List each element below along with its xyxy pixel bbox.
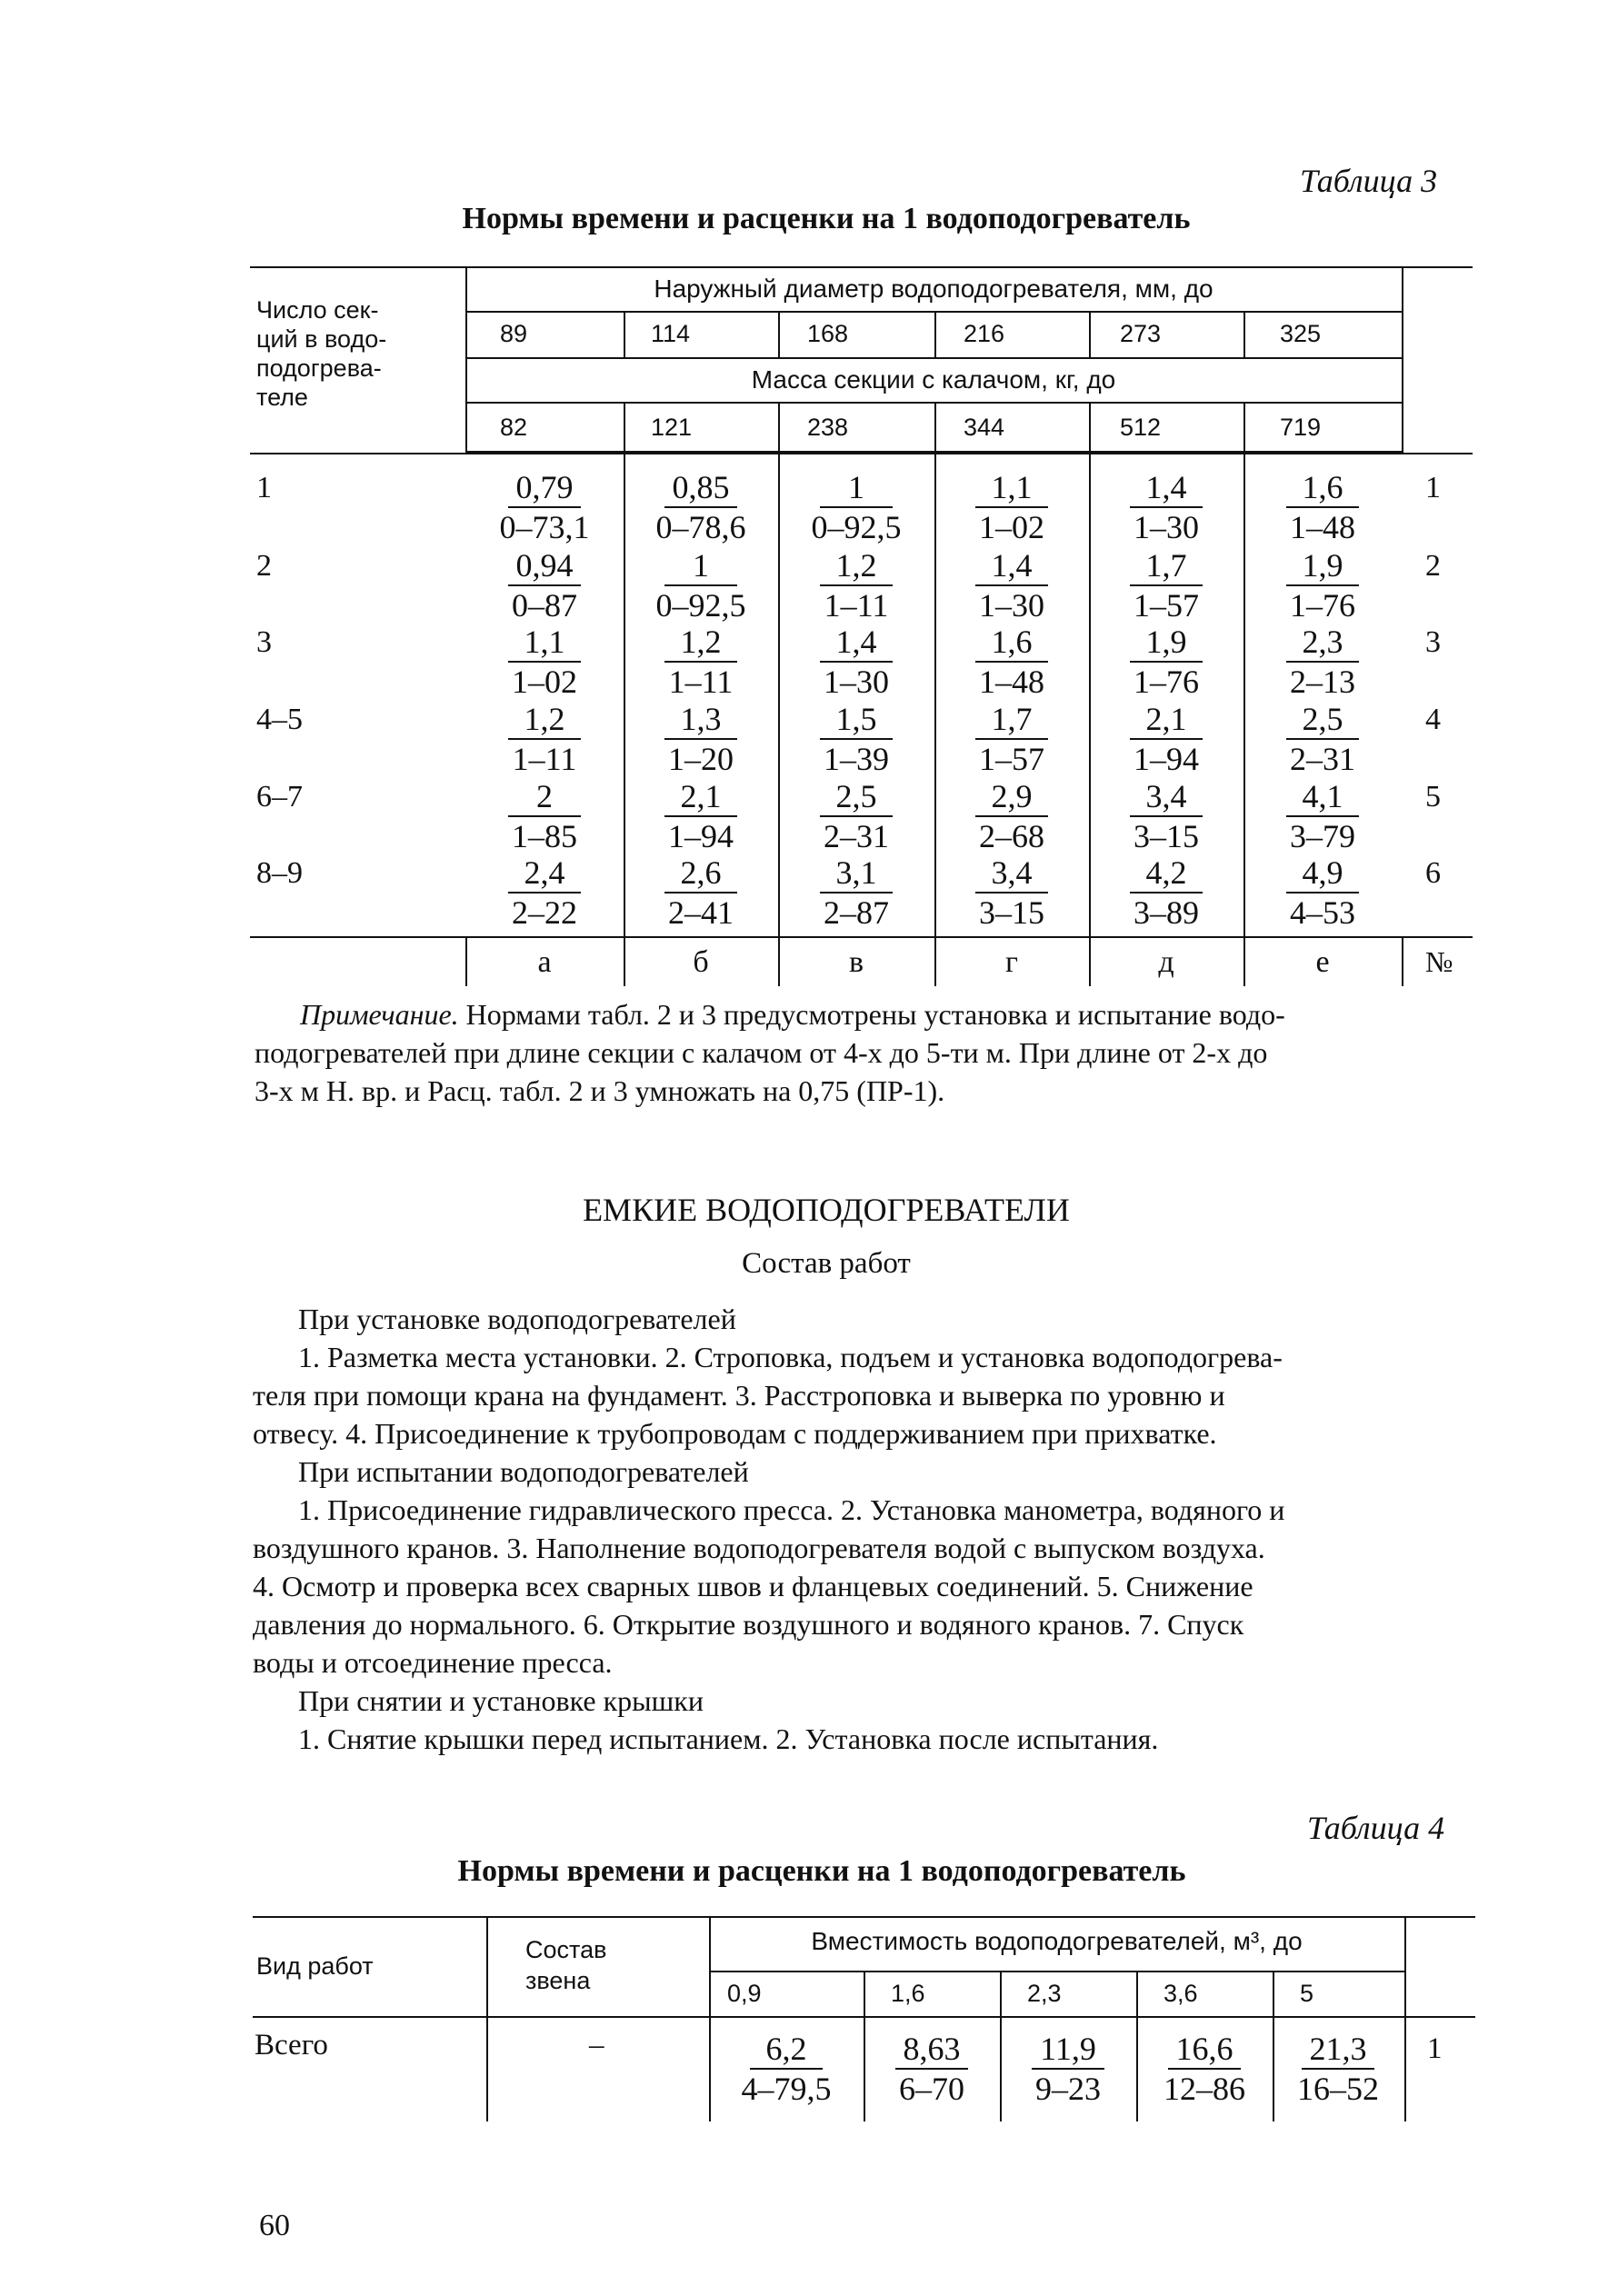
- section-line: воды и отсоединение пресса.: [253, 1646, 613, 1679]
- rate-cell: [939, 780, 1084, 853]
- row-label: 2: [256, 549, 272, 583]
- diam-cell: 168: [807, 320, 849, 347]
- price: 1–85: [512, 818, 577, 854]
- price: 0–92,5: [811, 509, 902, 545]
- table4-row-label: Всего: [255, 2029, 328, 2061]
- price: 1–94: [668, 818, 734, 854]
- diam-cell: 216: [964, 320, 1005, 347]
- norm-time: 2,9: [975, 780, 1048, 817]
- row-label: 4–5: [256, 703, 303, 736]
- mass-cell: 344: [964, 414, 1005, 441]
- norm-time: 21,3: [1302, 2032, 1374, 2070]
- section-line: 1. Присоединение гидравлического пресса. 2. Установка манометра, водяного и: [298, 1493, 1285, 1526]
- rate-cell: [718, 2032, 854, 2105]
- rate-cell: [472, 856, 617, 929]
- norm-time: 6,2: [750, 2032, 823, 2070]
- col-letter: д: [1158, 945, 1174, 979]
- norm-time: 1,7: [975, 703, 1048, 740]
- norm-time: 1: [664, 549, 737, 586]
- rate-cell: [1250, 625, 1395, 698]
- norm-time: 1,3: [664, 703, 737, 740]
- price: 1–11: [668, 664, 734, 700]
- norm-time: 8,63: [895, 2032, 968, 2070]
- cap-cell: 3,6: [1164, 1980, 1198, 2007]
- norm-time: 2,1: [1130, 703, 1203, 740]
- rate-cell: [1250, 703, 1395, 775]
- row-number: 2: [1425, 549, 1441, 583]
- rate-cell: [628, 625, 774, 698]
- price: 3–15: [979, 894, 1044, 931]
- section-line: давления до нормального. 6. Открытие воздушного и водяного кранов. 7. Спуск: [253, 1608, 1244, 1641]
- price: 1–30: [824, 664, 889, 700]
- price: 3–15: [1134, 818, 1199, 854]
- rate-cell: [1094, 780, 1239, 853]
- rate-cell: [1094, 703, 1239, 775]
- norm-time: 2: [508, 780, 581, 817]
- section-line: 1. Разметка места установки. 2. Строповка, подъем и установка водоподогрева-: [298, 1341, 1283, 1373]
- rate-cell: [1136, 2032, 1273, 2105]
- norm-time: 0,79: [508, 471, 581, 508]
- norm-time: 1,1: [975, 471, 1048, 508]
- section-line: При испытании водоподогревателей: [298, 1455, 749, 1488]
- price: 1–57: [1134, 587, 1199, 624]
- rate-cell: [1250, 471, 1395, 544]
- price: 1–30: [979, 587, 1044, 624]
- rate-cell: [939, 703, 1084, 775]
- norm-time: 2,4: [508, 856, 581, 893]
- price: 3–89: [1134, 894, 1199, 931]
- rate-cell: [1000, 2032, 1136, 2105]
- diam-cell: 273: [1120, 320, 1162, 347]
- rate-cell: [1250, 856, 1395, 929]
- row-number: 6: [1425, 856, 1441, 890]
- rate-cell: [628, 780, 774, 853]
- mass-cell: 238: [807, 414, 849, 441]
- norm-time: 2,1: [664, 780, 737, 817]
- note-line: Нормами табл. 2 и 3 предусмотрены установка и испытание водо-: [458, 998, 1285, 1031]
- rate-cell: [1094, 625, 1239, 698]
- price: 1–02: [979, 509, 1044, 545]
- section-line: 4. Осмотр и проверка всех сварных швов и фланцевых соединений. 5. Снижение: [253, 1570, 1253, 1602]
- cap-cell: 2,3: [1027, 1980, 1062, 2007]
- mass-cell: 82: [500, 414, 528, 441]
- rate-cell: [472, 703, 617, 775]
- section-line: отвесу. 4. Присоединение к трубопроводам с поддерживанием при прихватке.: [253, 1417, 1217, 1450]
- num-symbol: №: [1425, 945, 1453, 978]
- rate-cell: [628, 471, 774, 544]
- note-line: подогревателей при длине секции с калачом от 4-х до 5-ти м. При длине от 2-х до: [255, 1036, 1268, 1069]
- norm-time: 1,7: [1130, 549, 1203, 586]
- diam-cell: 325: [1280, 320, 1322, 347]
- rate-cell: [939, 625, 1084, 698]
- norm-time: 1,2: [664, 625, 737, 663]
- norm-time: 1,4: [820, 625, 893, 663]
- norm-time: 4,2: [1130, 856, 1203, 893]
- norm-time: 3,1: [820, 856, 893, 893]
- section-line: 1. Снятие крышки перед испытанием. 2. Установка после испытания.: [298, 1722, 1159, 1755]
- price: 2–13: [1290, 664, 1355, 700]
- diam-cell: 114: [651, 320, 691, 347]
- mass-cell: 719: [1280, 414, 1322, 441]
- section-subtitle: Состав работ: [742, 1247, 911, 1280]
- price: 1–48: [1290, 509, 1355, 545]
- price: 1–76: [1134, 664, 1199, 700]
- price: 1–76: [1290, 587, 1355, 624]
- price: 4–53: [1290, 894, 1355, 931]
- norm-time: 0,94: [508, 549, 581, 586]
- row-number: 3: [1425, 625, 1441, 659]
- norm-time: 1,1: [508, 625, 581, 663]
- table4-col2-head: Состав звена: [525, 1936, 607, 1994]
- rate-cell: [784, 471, 929, 544]
- norm-time: 1,4: [1130, 471, 1203, 508]
- rate-cell: [628, 549, 774, 622]
- table3-title: Нормы времени и расценки на 1 водоподогреватель: [462, 202, 1191, 235]
- rate-cell: [472, 471, 617, 544]
- row-label: 8–9: [256, 856, 303, 890]
- price: 1–57: [979, 741, 1044, 777]
- table4-row-crew: –: [589, 2029, 604, 2061]
- rate-cell: [784, 856, 929, 929]
- price: 2–41: [668, 894, 734, 931]
- rate-cell: [472, 625, 617, 698]
- price: 4–79,5: [741, 2071, 832, 2107]
- rate-cell: [1250, 780, 1395, 853]
- norm-time: 1,5: [820, 703, 893, 740]
- section-line: При снятии и установке крышки: [298, 1684, 704, 1717]
- norm-time: 1,9: [1286, 549, 1359, 586]
- table4-col1-head: Вид работ: [256, 1952, 374, 1980]
- note-label: Примечание.: [300, 998, 459, 1031]
- section-line: При установке водоподогревателей: [298, 1303, 736, 1335]
- norm-time: 1,6: [1286, 471, 1359, 508]
- price: 1–20: [668, 741, 734, 777]
- price: 6–70: [899, 2071, 964, 2107]
- col-letter: в: [848, 945, 864, 979]
- rate-cell: [1250, 549, 1395, 622]
- price: 2–87: [824, 894, 889, 931]
- col-letter: е: [1315, 945, 1330, 979]
- norm-time: 1,2: [820, 549, 893, 586]
- rate-cell: [1094, 549, 1239, 622]
- price: 1–30: [1134, 509, 1199, 545]
- note-line: 3-х м Н. вр. и Расц. табл. 2 и 3 умножать на 0,75 (ПР-1).: [255, 1074, 945, 1107]
- table3-mass-head: Масса секции с калачом, кг, до: [751, 365, 1116, 394]
- price: 2–31: [824, 818, 889, 854]
- price: 1–48: [979, 664, 1044, 700]
- price: 0–92,5: [655, 587, 746, 624]
- price: 0–87: [512, 587, 577, 624]
- price: 2–68: [979, 818, 1044, 854]
- rate-cell: [472, 549, 617, 622]
- rate-cell: [939, 856, 1084, 929]
- rate-cell: [1270, 2032, 1406, 2105]
- cap-cell: 5: [1300, 1980, 1314, 2007]
- price: 0–73,1: [499, 509, 590, 545]
- norm-time: 0,85: [664, 471, 737, 508]
- price: 9–23: [1035, 2071, 1101, 2107]
- rate-cell: [784, 549, 929, 622]
- rate-cell: [628, 703, 774, 775]
- price: 1–11: [824, 587, 889, 624]
- price: 0–78,6: [655, 509, 746, 545]
- norm-time: 4,1: [1286, 780, 1359, 817]
- rate-cell: [784, 780, 929, 853]
- norm-time: 2,3: [1286, 625, 1359, 663]
- norm-time: 2,5: [820, 780, 893, 817]
- norm-time: 1: [820, 471, 893, 508]
- norm-time: 2,5: [1286, 703, 1359, 740]
- norm-time: 2,6: [664, 856, 737, 893]
- rate-cell: [784, 625, 929, 698]
- section-line: теля при помощи крана на фундамент. 3. Расстроповка и выверка по уровню и: [253, 1379, 1225, 1412]
- diam-cell: 89: [500, 320, 528, 347]
- price: 3–79: [1290, 818, 1355, 854]
- section-title: ЕМКИЕ ВОДОПОДОГРЕВАТЕЛИ: [583, 1192, 1070, 1228]
- table4-cap-head: Вместимость водоподогревателей, м³, до: [811, 1927, 1303, 1955]
- table3-rowhead: Число сек- ций в водо- подогрева- теле: [256, 296, 387, 411]
- rate-cell: [939, 471, 1084, 544]
- mass-cell: 512: [1120, 414, 1162, 441]
- norm-time: 1,9: [1130, 625, 1203, 663]
- cap-cell: 1,6: [891, 1980, 925, 2007]
- col-letter: б: [693, 945, 709, 979]
- page-number: 60: [259, 2209, 290, 2242]
- norm-time: 4,9: [1286, 856, 1359, 893]
- col-letter: а: [537, 945, 552, 979]
- price: 1–94: [1134, 741, 1199, 777]
- price: 1–39: [824, 741, 889, 777]
- price: 12–86: [1164, 2071, 1245, 2107]
- row-label: 6–7: [256, 780, 303, 814]
- norm-time: 3,4: [975, 856, 1048, 893]
- section-line: воздушного кранов. 3. Наполнение водоподогревателя водой с выпуском воздуха.: [253, 1532, 1265, 1564]
- norm-time: 1,6: [975, 625, 1048, 663]
- norm-time: 3,4: [1130, 780, 1203, 817]
- table4-row-num: 1: [1427, 2032, 1443, 2065]
- rate-cell: [628, 856, 774, 929]
- rate-cell: [472, 780, 617, 853]
- norm-time: 16,6: [1168, 2032, 1241, 2070]
- price: 16–52: [1297, 2071, 1379, 2107]
- row-number: 5: [1425, 780, 1441, 814]
- norm-time: 1,4: [975, 549, 1048, 586]
- table4-label: Таблица 4: [1307, 1810, 1445, 1846]
- rate-cell: [784, 703, 929, 775]
- price: 2–31: [1290, 741, 1355, 777]
- rate-cell: [1094, 471, 1239, 544]
- row-label: 3: [256, 625, 272, 659]
- price: 1–11: [512, 741, 577, 777]
- row-label: 1: [256, 471, 272, 504]
- norm-time: 11,9: [1032, 2032, 1104, 2070]
- table4-title: Нормы времени и расценки на 1 водоподогреватель: [457, 1854, 1186, 1888]
- rate-cell: [864, 2032, 1000, 2105]
- rate-cell: [939, 549, 1084, 622]
- table3-diam-head: Наружный диаметр водоподогревателя, мм, до: [654, 275, 1213, 303]
- mass-cell: 121: [651, 414, 693, 441]
- price: 2–22: [512, 894, 577, 931]
- cap-cell: 0,9: [727, 1980, 762, 2007]
- price: 1–02: [512, 664, 577, 700]
- row-number: 4: [1425, 703, 1441, 736]
- table3-label: Таблица 3: [1300, 163, 1438, 199]
- row-number: 1: [1425, 471, 1441, 504]
- rate-cell: [1094, 856, 1239, 929]
- norm-time: 1,2: [508, 703, 581, 740]
- col-letter: г: [1005, 945, 1018, 979]
